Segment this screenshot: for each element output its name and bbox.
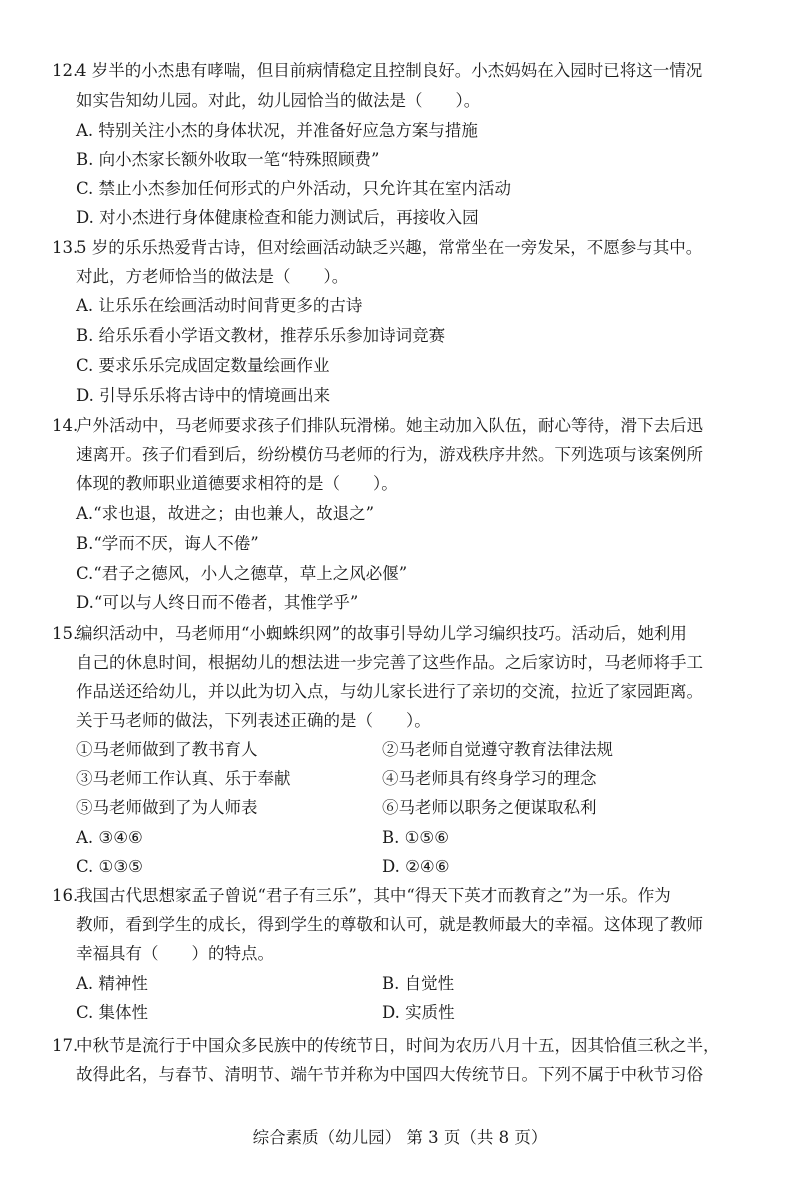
statement-4: ④马老师具有终身学习的理念 <box>382 769 597 788</box>
option-b: B. 向小杰家长额外收取一笔“特殊照顾费” <box>76 150 380 169</box>
question-text-line: 教师，看到学生的成长，得到学生的尊敬和认可，就是教师最大的幸福。这体现了教师 <box>76 915 703 934</box>
question-number: 15. <box>52 624 79 643</box>
option-c: C. 集体性 <box>76 1003 149 1022</box>
statement-5: ⑤马老师做到了为人师表 <box>76 798 258 817</box>
question-text-line: 幸福具有（ ）的特点。 <box>76 944 274 963</box>
statement-1: ①马老师做到了教书育人 <box>76 740 258 759</box>
question-text-line: 故得此名，与春节、清明节、端午节并称为中国四大传统节日。下列不属于中秋节习俗 <box>76 1065 703 1084</box>
option-d: D. 对小杰进行身体健康检查和能力测试后，再接收入园 <box>76 208 479 227</box>
option-b: B. ①⑤⑥ <box>382 828 449 847</box>
question-text-line: 4 岁半的小杰患有哮喘，但目前病情稳定且控制良好。小杰妈妈在入园时已将这一情况 <box>76 61 703 80</box>
statement-2: ②马老师自觉遵守教育法律法规 <box>382 740 613 759</box>
question-number: 17. <box>52 1036 79 1055</box>
option-a: A.“求也退，故进之；由也兼人，故退之” <box>76 504 375 523</box>
question-text-line: 作品送还给幼儿，并以此为切入点，与幼儿家长进行了亲切的交流，拉近了家园距离。 <box>76 682 703 701</box>
option-b: B. 给乐乐看小学语文教材，推荐乐乐参加诗词竞赛 <box>76 326 446 345</box>
question-number: 13. <box>52 238 79 257</box>
statement-6: ⑥马老师以职务之便谋取私利 <box>382 798 597 817</box>
statement-3: ③马老师工作认真、乐于奉献 <box>76 769 291 788</box>
question-number: 12. <box>52 61 79 80</box>
option-b: B. 自觉性 <box>382 974 455 993</box>
question-text-line: 5 岁的乐乐热爱背古诗，但对绘画活动缺乏兴趣，常常坐在一旁发呆，不愿参与其中。 <box>76 238 703 257</box>
option-a: A. 特别关注小杰的身体状况，并准备好应急方案与措施 <box>76 121 478 140</box>
question-text-line: 对此，方老师恰当的做法是（ ）。 <box>76 267 349 286</box>
question-text-line: 编织活动中，马老师用“小蜘蛛织网”的故事引导幼儿学习编织技巧。活动后，她利用 <box>76 624 687 643</box>
option-d: D. 引导乐乐将古诗中的情境画出来 <box>76 386 331 405</box>
option-c: C. 禁止小杰参加任何形式的户外活动，只允许其在室内活动 <box>76 179 512 198</box>
option-c: C.“君子之德风，小人之德草，草上之风必偃” <box>76 564 408 583</box>
option-a: A. ③④⑥ <box>76 828 143 847</box>
question-text-line: 体现的教师职业道德要求相符的是（ ）。 <box>76 474 398 493</box>
option-a: A. 精神性 <box>76 974 148 993</box>
option-b: B.“学而不厌，诲人不倦” <box>76 534 259 553</box>
question-text-line: 我国古代思想家孟子曾说“君子有三乐”，其中“得天下英才而教育之”为一乐。作为 <box>76 886 671 905</box>
option-d: D. 实质性 <box>382 1003 455 1022</box>
question-number: 16. <box>52 886 79 905</box>
question-text-line: 中秋节是流行于中国众多民族中的传统节日，时间为农历八月十五，因其恰值三秋之半， <box>76 1036 720 1055</box>
option-d: D.“可以与人终日而不倦者，其惟学乎” <box>76 593 359 612</box>
option-a: A. 让乐乐在绘画活动时间背更多的古诗 <box>76 296 363 315</box>
page-footer: 综合素质（幼儿园） 第 3 页（共 8 页） <box>252 1128 548 1147</box>
question-number: 14. <box>52 416 79 435</box>
question-text-line: 户外活动中，马老师要求孩子们排队玩滑梯。她主动加入队伍，耐心等待，滑下去后迅 <box>76 416 703 435</box>
question-text-line: 速离开。孩子们看到后，纷纷模仿马老师的行为，游戏秩序井然。下列选项与该案例所 <box>76 445 703 464</box>
option-c: C. 要求乐乐完成固定数量绘画作业 <box>76 356 330 375</box>
question-text-line: 如实告知幼儿园。对此，幼儿园恰当的做法是（ ）。 <box>76 91 481 110</box>
option-c: C. ①③⑤ <box>76 857 143 876</box>
option-d: D. ②④⑥ <box>382 857 450 876</box>
question-text-line: 自己的休息时间，根据幼儿的想法进一步完善了这些作品。之后家访时，马老师将手工 <box>76 653 703 672</box>
question-text-line: 关于马老师的做法，下列表述正确的是（ ）。 <box>76 711 431 730</box>
